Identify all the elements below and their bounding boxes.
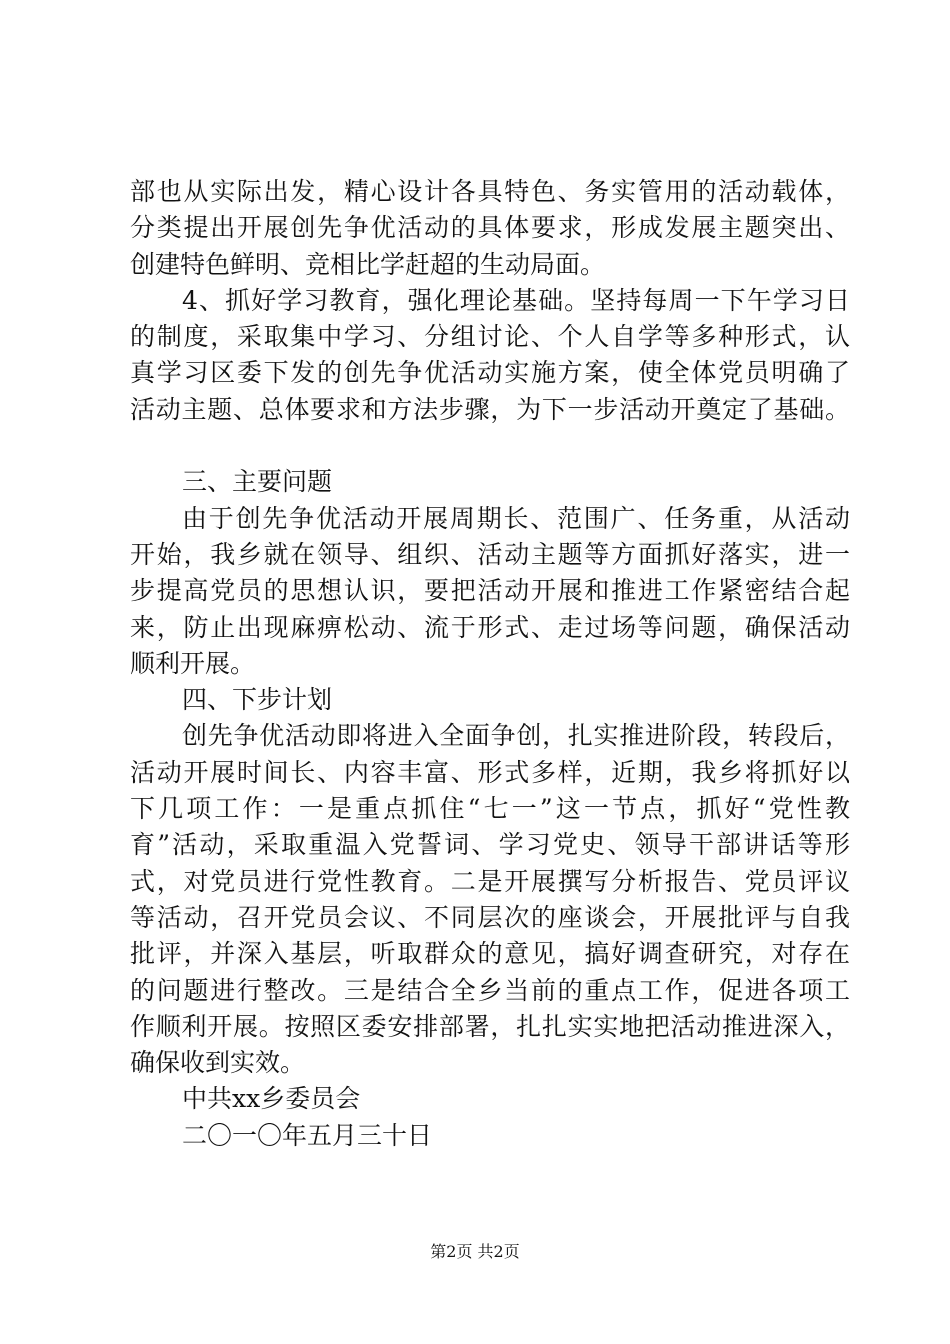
- body-line: 真学习区委下发的创先争优活动实施方案，使全体党员明确了: [130, 358, 850, 388]
- body-line: 育”活动，采取重温入党誓词、学习党史、领导干部讲话等形: [130, 830, 850, 860]
- paragraph-gap: [130, 428, 850, 464]
- body-line: 来，防止出现麻痹松动、流于形式、走过场等问题，确保活动: [130, 612, 850, 642]
- body-line: 活动主题、总体要求和方法步骤，为下一步活动开奠定了基础。: [130, 394, 850, 424]
- body-line: 下几项工作：一是重点抓住“七一”这一节点，抓好“党性教: [130, 794, 850, 824]
- paragraph-start-line: 创先争优活动即将进入全面争创，扎实推进阶段，转段后，: [182, 721, 850, 751]
- paragraph-start-line: 4、抓好学习教育，强化理论基础。坚持每周一下午学习日: [182, 285, 850, 315]
- body-line: 式，对党员进行党性教育。二是开展撰写分析报告、党员评议: [130, 866, 850, 896]
- signature-date: 二〇一〇年五月三十日: [182, 1120, 433, 1150]
- body-line: 开始，我乡就在领导、组织、活动主题等方面抓好落实，进一: [130, 539, 850, 569]
- body-line: 顺利开展。: [130, 648, 256, 678]
- paragraph-start-line: 由于创先争优活动开展周期长、范围广、任务重，从活动: [182, 503, 850, 533]
- section-heading-next-plan: 四、下步计划: [182, 685, 333, 715]
- page-number-footer: 第2页 共2页: [430, 1242, 520, 1261]
- body-line: 的问题进行整改。三是结合全乡当前的重点工作，促进各项工: [130, 975, 850, 1005]
- body-line: 步提高党员的思想认识，要把活动开展和推进工作紧密结合起: [130, 576, 850, 606]
- document-body: [130, 174, 850, 1154]
- signature-organization: 中共xx乡委员会: [182, 1084, 361, 1114]
- body-line: 分类提出开展创先争优活动的具体要求，形成发展主题突出、: [130, 213, 850, 243]
- section-heading-main-issues: 三、主要问题: [182, 467, 333, 497]
- body-line: 批评，并深入基层，听取群众的意见，搞好调查研究，对存在: [130, 939, 850, 969]
- body-line: 确保收到实效。: [130, 1048, 306, 1078]
- body-line: 的制度，采取集中学习、分组讨论、个人自学等多种形式，认: [130, 322, 850, 352]
- body-line: 等活动，召开党员会议、不同层次的座谈会，开展批评与自我: [130, 902, 850, 932]
- body-line: 作顺利开展。按照区委安排部署，扎扎实实地把活动推进深入，: [130, 1011, 850, 1041]
- body-line: 部也从实际出发，精心设计各具特色、务实管用的活动载体，: [130, 177, 850, 206]
- body-line: 活动开展时间长、内容丰富、形式多样，近期，我乡将抓好以: [130, 757, 850, 787]
- body-line: 创建特色鲜明、竞相比学赶超的生动局面。: [130, 249, 606, 279]
